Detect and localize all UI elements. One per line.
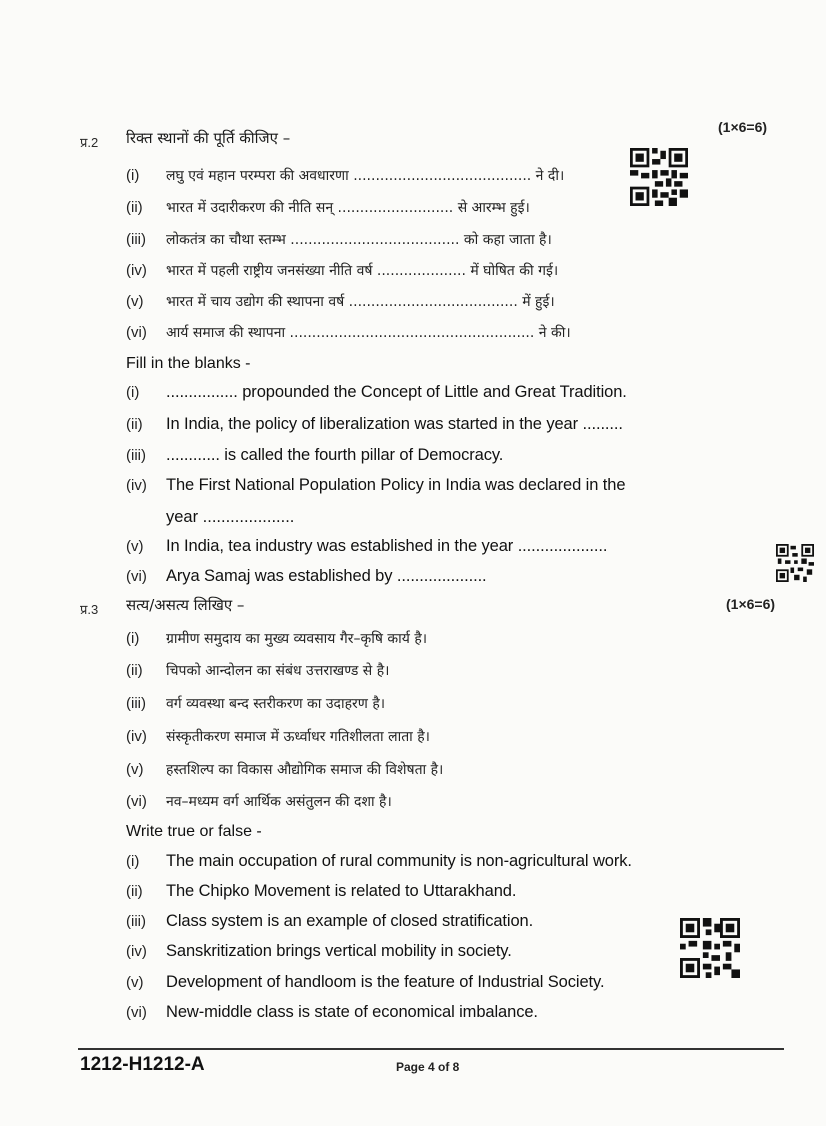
q2-english-item bbox=[126, 537, 607, 556]
item-number: (v) bbox=[126, 538, 144, 555]
item-text: हस्तशिल्प का विकास औद्योगिक समाज की विशेषता है। bbox=[166, 762, 444, 778]
q2-number: प्र.2 bbox=[80, 135, 99, 150]
item-text: वर्ग व्यवस्था बन्द स्तरीकरण का उदाहरण है। bbox=[166, 696, 386, 712]
q3-english-item bbox=[126, 912, 533, 931]
item-number: (i) bbox=[126, 167, 140, 184]
qr-code-icon bbox=[776, 544, 814, 582]
item-text: In India, tea industry was established in the year .................... bbox=[166, 537, 608, 555]
q2-hindi-item bbox=[126, 292, 555, 311]
item-number: (ii) bbox=[126, 883, 143, 900]
q2-title: रिक्त स्थानों की पूर्ति कीजिए – bbox=[126, 129, 291, 147]
item-number: (vi) bbox=[126, 568, 147, 585]
item-text: चिपको आन्दोलन का संबंध उत्तराखण्ड से है। bbox=[166, 663, 390, 679]
item-number: (ii) bbox=[126, 199, 143, 216]
item-text: The main occupation of rural community is non-agricultural work. bbox=[166, 852, 632, 870]
item-text: Class system is an example of closed stratification. bbox=[166, 912, 534, 930]
item-text: New-middle class is state of economical imbalance. bbox=[166, 1003, 538, 1021]
item-number: (i) bbox=[126, 384, 140, 401]
q3-english-item bbox=[126, 973, 604, 992]
q3-title: सत्य/असत्य लिखिए – bbox=[126, 596, 245, 614]
item-number: (ii) bbox=[126, 416, 143, 433]
item-text: ग्रामीण समुदाय का मुख्य व्यवसाय गैर–कृषि कार्य है। bbox=[166, 631, 428, 647]
item-number: (vi) bbox=[126, 324, 147, 341]
q2-hindi-item bbox=[126, 198, 530, 217]
q3-hindi-item bbox=[126, 694, 385, 713]
item-number: (v) bbox=[126, 293, 144, 310]
item-number: (ii) bbox=[126, 662, 143, 679]
q3-english-item bbox=[126, 852, 632, 871]
item-text: भारत में उदारीकरण की नीति सन् .......................... से आरम्भ हुई। bbox=[166, 200, 530, 216]
item-number: (i) bbox=[126, 853, 140, 870]
q3-hindi-item bbox=[126, 661, 389, 680]
q2-english-item bbox=[126, 567, 487, 586]
qr-code-icon bbox=[630, 148, 688, 206]
q2-english-item bbox=[126, 383, 627, 402]
item-text: Development of handloom is the feature of Industrial Society. bbox=[166, 973, 605, 991]
q2-hindi-item bbox=[126, 323, 571, 342]
qr-code-icon bbox=[680, 918, 740, 978]
paper-code: 1212-H1212-A bbox=[80, 1054, 205, 1075]
q2-hindi-item bbox=[126, 166, 564, 185]
q3-hindi-item bbox=[126, 760, 443, 779]
item-text: Sanskritization brings vertical mobility in society. bbox=[166, 942, 512, 960]
item-number: (iv) bbox=[126, 262, 147, 279]
page-number: Page 4 of 8 bbox=[396, 1060, 460, 1074]
q3-marks: (1×6=6) bbox=[726, 596, 776, 612]
item-number: (iii) bbox=[126, 695, 146, 712]
q2-hindi-item bbox=[126, 230, 552, 249]
item-text: In India, the policy of liberalization was started in the year ......... bbox=[166, 415, 623, 433]
q2-marks: (1×6=6) bbox=[718, 119, 768, 135]
item-number: (iv) bbox=[126, 477, 147, 494]
item-number: (v) bbox=[126, 761, 144, 778]
q3-number: प्र.3 bbox=[80, 602, 99, 617]
q3-hindi-item bbox=[126, 629, 427, 648]
item-text: भारत में चाय उद्योग की स्थापना वर्ष ...................................... में हुई। bbox=[166, 294, 555, 310]
q2-english-item bbox=[126, 476, 625, 495]
q3-english-heading: Write true or false - bbox=[126, 823, 262, 840]
item-text: The Chipko Movement is related to Uttarakhand. bbox=[166, 882, 517, 900]
q3-hindi-item bbox=[126, 792, 392, 811]
item-number: (v) bbox=[126, 974, 144, 991]
footer-rule bbox=[78, 1048, 784, 1050]
item-number: (iv) bbox=[126, 943, 147, 960]
q3-hindi-item bbox=[126, 727, 430, 746]
q2-english-item bbox=[126, 415, 623, 434]
q2-english-heading: Fill in the blanks - bbox=[126, 355, 251, 372]
item-number: (vi) bbox=[126, 793, 147, 810]
item-text: The First National Population Policy in India was declared in the bbox=[166, 476, 626, 494]
q3-english-item bbox=[126, 942, 512, 961]
item-text: ................ propounded the Concept of Little and Great Tradition. bbox=[166, 383, 627, 401]
q3-english-item bbox=[126, 1003, 538, 1022]
q2-hindi-item bbox=[126, 261, 558, 280]
q2-english-item bbox=[126, 446, 503, 465]
q3-english-item bbox=[126, 882, 516, 901]
item-number: (iii) bbox=[126, 913, 146, 930]
item-text: Arya Samaj was established by .................... bbox=[166, 567, 487, 585]
item-number: (iii) bbox=[126, 231, 146, 248]
item-number: (iv) bbox=[126, 728, 147, 745]
item-text: आर्य समाज की स्थापना ....................................................... ने की। bbox=[166, 325, 571, 341]
item-number: (i) bbox=[126, 630, 140, 647]
item-text: भारत में पहली राष्ट्रीय जनसंख्या नीति वर्ष .................... में घोषित की गई। bbox=[166, 263, 559, 279]
q2-english-item-continuation: year .................... bbox=[166, 508, 295, 526]
item-text: संस्कृतीकरण समाज में ऊर्ध्वाधर गतिशीलता लाता है। bbox=[166, 729, 430, 745]
item-number: (vi) bbox=[126, 1004, 147, 1021]
item-number: (iii) bbox=[126, 447, 146, 464]
item-text: ............ is called the fourth pillar of Democracy. bbox=[166, 446, 504, 464]
item-text: लोकतंत्र का चौथा स्तम्भ ...................................... को कहा जाता है। bbox=[166, 232, 552, 248]
item-text: लघु एवं महान परम्परा की अवधारणा ........................................ ने दी। bbox=[166, 168, 565, 184]
item-text: नव–मध्यम वर्ग आर्थिक असंतुलन की दशा है। bbox=[166, 794, 392, 810]
